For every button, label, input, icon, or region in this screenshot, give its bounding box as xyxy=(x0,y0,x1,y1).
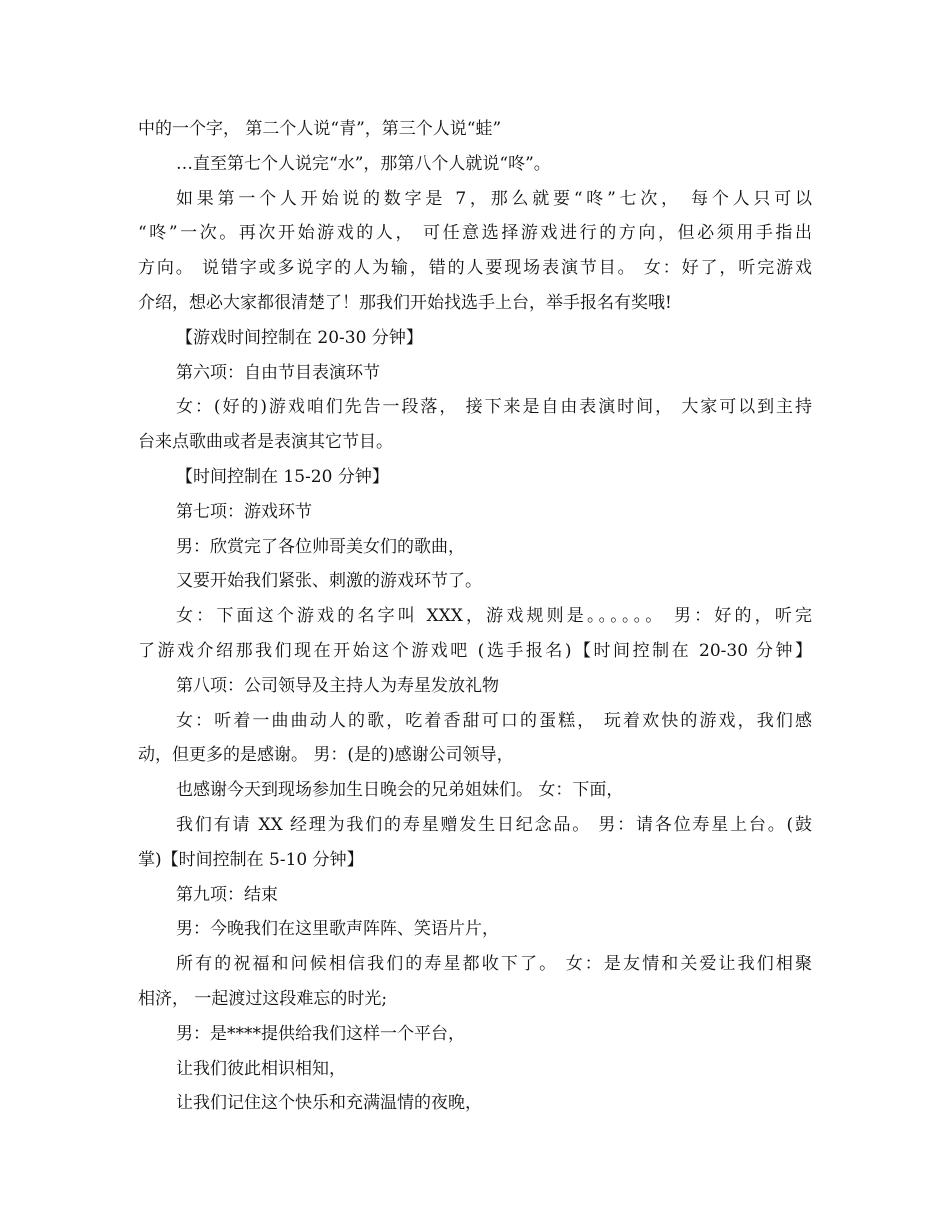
text-line: 第六项：自由节目表演环节 xyxy=(176,362,380,383)
text-line: 台来点歌曲或者是表演其它节目。 xyxy=(138,432,393,453)
text-line: 男：欣赏完了各位帅哥美女们的歌曲， xyxy=(176,536,465,557)
text-line: 女：(好的)游戏咱们先告一段落， 接下来是自由表演时间， 大家可以到主持 xyxy=(176,397,812,418)
text-line: 所有的祝福和问候相信我们的寿星都收下了。 女：是友情和关爱让我们相聚 xyxy=(176,954,812,975)
text-line: 相济， 一起渡过这段难忘的时光; xyxy=(138,988,388,1009)
document-page xyxy=(138,112,812,1121)
text-line: 【游戏时间控制在 20-30 分钟】 xyxy=(176,327,423,348)
text-line: 掌)【时间控制在 5-10 分钟】 xyxy=(138,849,364,870)
text-line: 中的一个字， 第二个人说“青”，第三个人说“蛙” xyxy=(138,119,502,139)
text-line: 男：是****提供给我们这样一个平台， xyxy=(176,1023,465,1044)
text-line: 动，但更多的是感谢。 男：(是的)感谢公司领导， xyxy=(138,745,514,766)
text-line: 让我们记住这个快乐和充满温情的夜晚， xyxy=(176,1093,482,1114)
text-line: 男：今晚我们在这里歌声阵阵、笑语片片， xyxy=(176,919,499,940)
text-line: 【时间控制在 15-20 分钟】 xyxy=(176,466,389,487)
text-line: 第七项：游戏环节 xyxy=(176,501,312,522)
text-line: 女：听着一曲曲动人的歌，吃着香甜可口的蛋糕， 玩着欢快的游戏，我们感 xyxy=(176,710,812,731)
text-line: 第九项：结束 xyxy=(176,884,278,905)
text-line: 介绍，想必大家都很清楚了！那我们开始找选手上台，举手报名有奖哦! xyxy=(138,292,672,313)
text-line: 让我们彼此相识相知， xyxy=(176,1058,346,1079)
text-line: 如果第一个人开始说的数字是 7，那么就要“咚”七次， 每个人只可以 xyxy=(176,188,812,209)
text-line: 方向。 说错字或多说字的人为输，错的人要现场表演节目。 女：好了，听完游戏 xyxy=(138,258,812,279)
text-line: 女：下面这个游戏的名字叫 XXX，游戏规则是。。。。。。 男：好的，听完 xyxy=(176,606,812,627)
text-line: …直至第七个人说完“水”，那第八个人就说“咚”。 xyxy=(176,153,551,174)
text-line: “咚”一次。再次开始游戏的人， 可任意选择游戏进行的方向，但必须用手指出 xyxy=(138,223,812,244)
text-line: 我们有请 XX 经理为我们的寿星赠发生日纪念品。 男：请各位寿星上台。(鼓 xyxy=(176,814,812,835)
text-line: 也感谢今天到现场参加生日晚会的兄弟姐妹们。 女：下面， xyxy=(176,780,624,801)
text-line: 第八项：公司领导及主持人为寿星发放礼物 xyxy=(176,675,499,696)
text-line: 又要开始我们紧张、刺激的游戏环节了。 xyxy=(176,571,482,592)
text-line: 了游戏介绍那我们现在开始这个游戏吧 (选手报名)【时间控制在 20-30 分钟】 xyxy=(138,640,812,661)
